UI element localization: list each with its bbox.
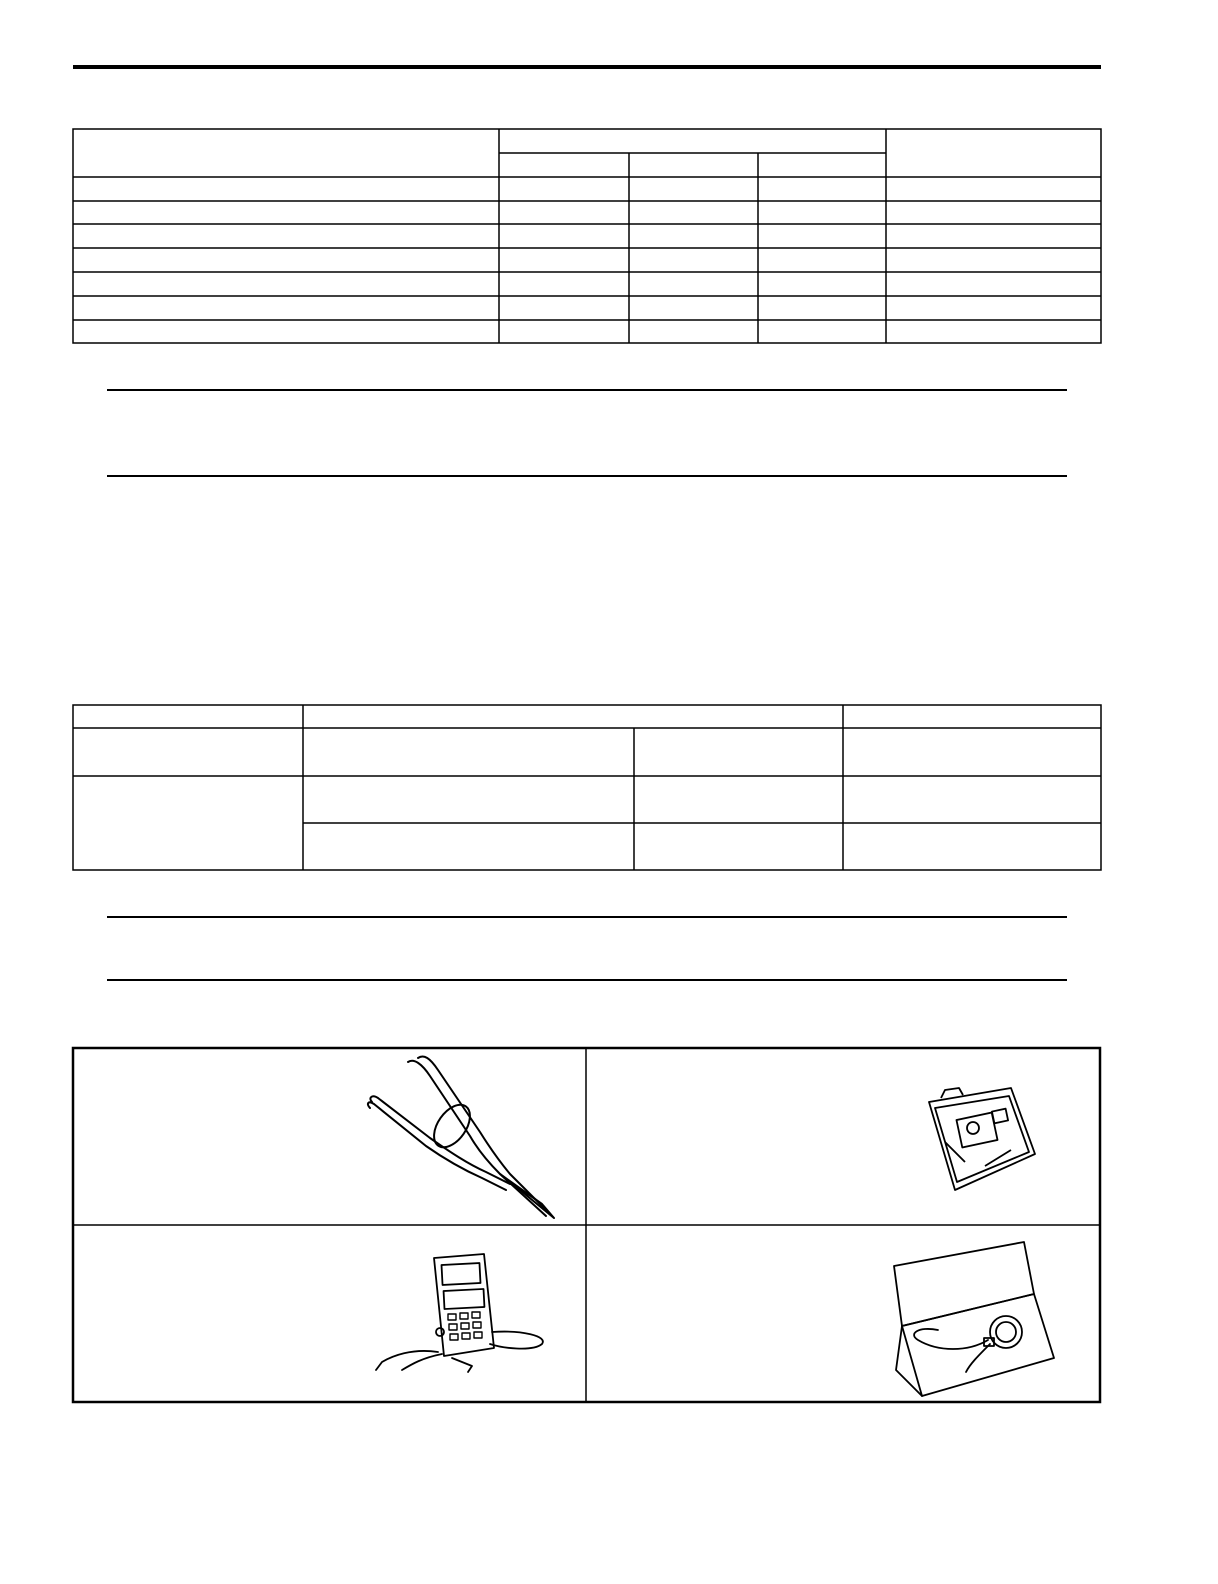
equipment-table-frame xyxy=(73,705,1101,870)
note-bottom-rule xyxy=(107,475,1067,477)
note-top-rule xyxy=(107,916,1067,918)
spec-table xyxy=(73,129,1101,343)
spec-table-frame xyxy=(73,129,1101,343)
tester-kit-case-icon xyxy=(915,1082,1039,1194)
digital-multimeter-icon xyxy=(372,1252,552,1376)
note-top-rule xyxy=(107,389,1067,391)
pressure-gauge-case-icon xyxy=(888,1240,1060,1400)
equipment-table xyxy=(73,705,1101,870)
note-bottom-rule xyxy=(107,979,1067,981)
snap-ring-pliers-icon xyxy=(360,1052,560,1222)
